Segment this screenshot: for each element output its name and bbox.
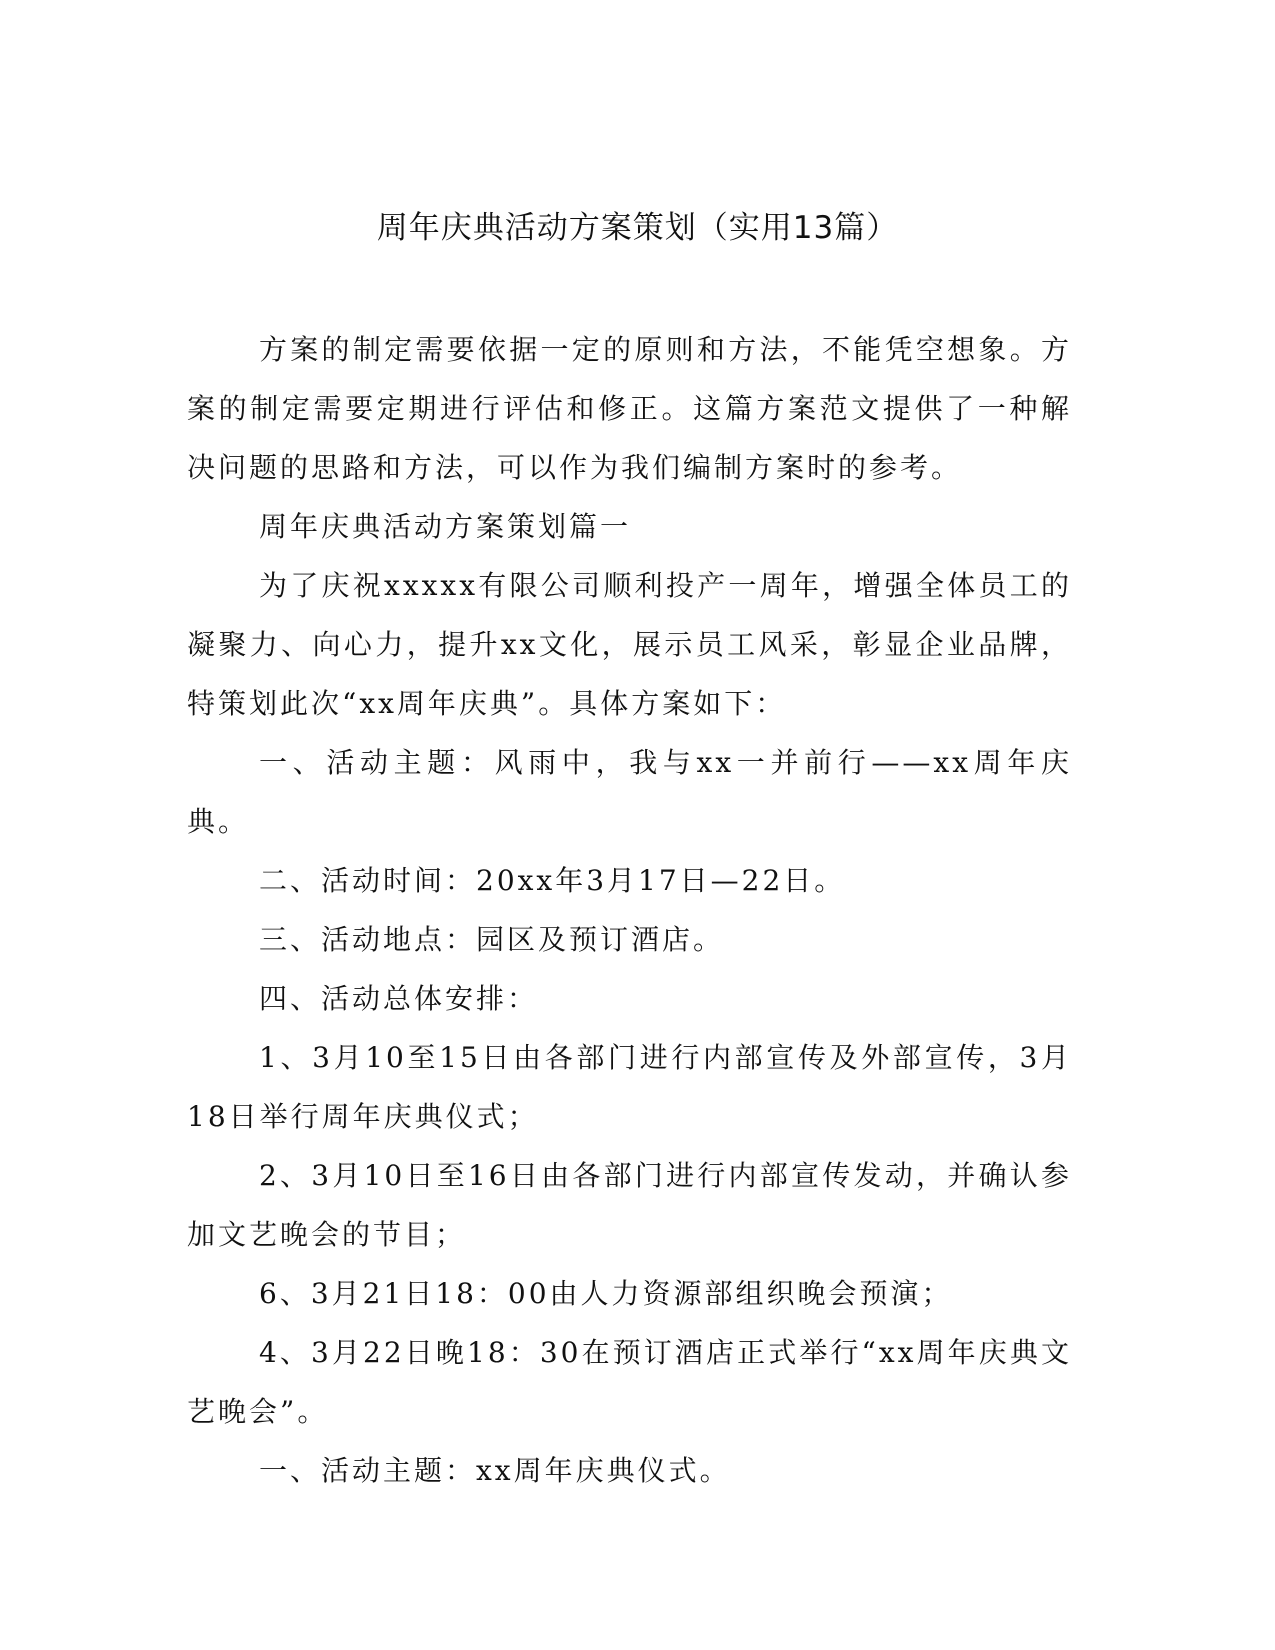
paragraph-ceremony-theme: 一、活动主题：xx周年庆典仪式。 <box>259 1454 731 1487</box>
document-body <box>187 320 1072 1500</box>
paragraph-item-6: 6、3月21日18：00由人力资源部组织晚会预演； <box>259 1277 953 1310</box>
paragraph-purpose: 为了庆祝xxxxx有限公司顺利投产一周年，增强全体员工的凝聚力、向心力，提升xx文化，展示员工风采，彰显企业品牌，特策划此次“xx周年庆典”。具体方案如下： <box>187 569 1072 720</box>
paragraph-item-2: 2、3月10日至16日由各部门进行内部宣传发动，并确认参加文艺晚会的节目； <box>187 1159 1072 1251</box>
paragraph-arrangement: 四、活动总体安排： <box>259 982 539 1015</box>
paragraph-theme: 一、活动主题：风雨中，我与xx一并前行——xx周年庆典。 <box>187 746 1072 838</box>
paragraph-item-1: 1、3月10至15日由各部门进行内部宣传及外部宣传，3月18日举行周年庆典仪式； <box>187 1041 1072 1133</box>
paragraph-item-4: 4、3月22日晚18：30在预订酒店正式举行“xx周年庆典文艺晚会”。 <box>187 1336 1072 1428</box>
paragraph-time: 二、活动时间：20xx年3月17日—22日。 <box>259 864 846 897</box>
paragraph-location: 三、活动地点：园区及预订酒店。 <box>259 923 725 956</box>
paragraph-intro: 方案的制定需要依据一定的原则和方法，不能凭空想象。方案的制定需要定期进行评估和修正。这篇方案范文提供了一种解决问题的思路和方法，可以作为我们编制方案时的参考。 <box>187 333 1072 484</box>
document-title: 周年庆典活动方案策划（实用13篇） <box>376 210 899 246</box>
paragraph-section-heading: 周年庆典活动方案策划篇一 <box>259 510 632 543</box>
